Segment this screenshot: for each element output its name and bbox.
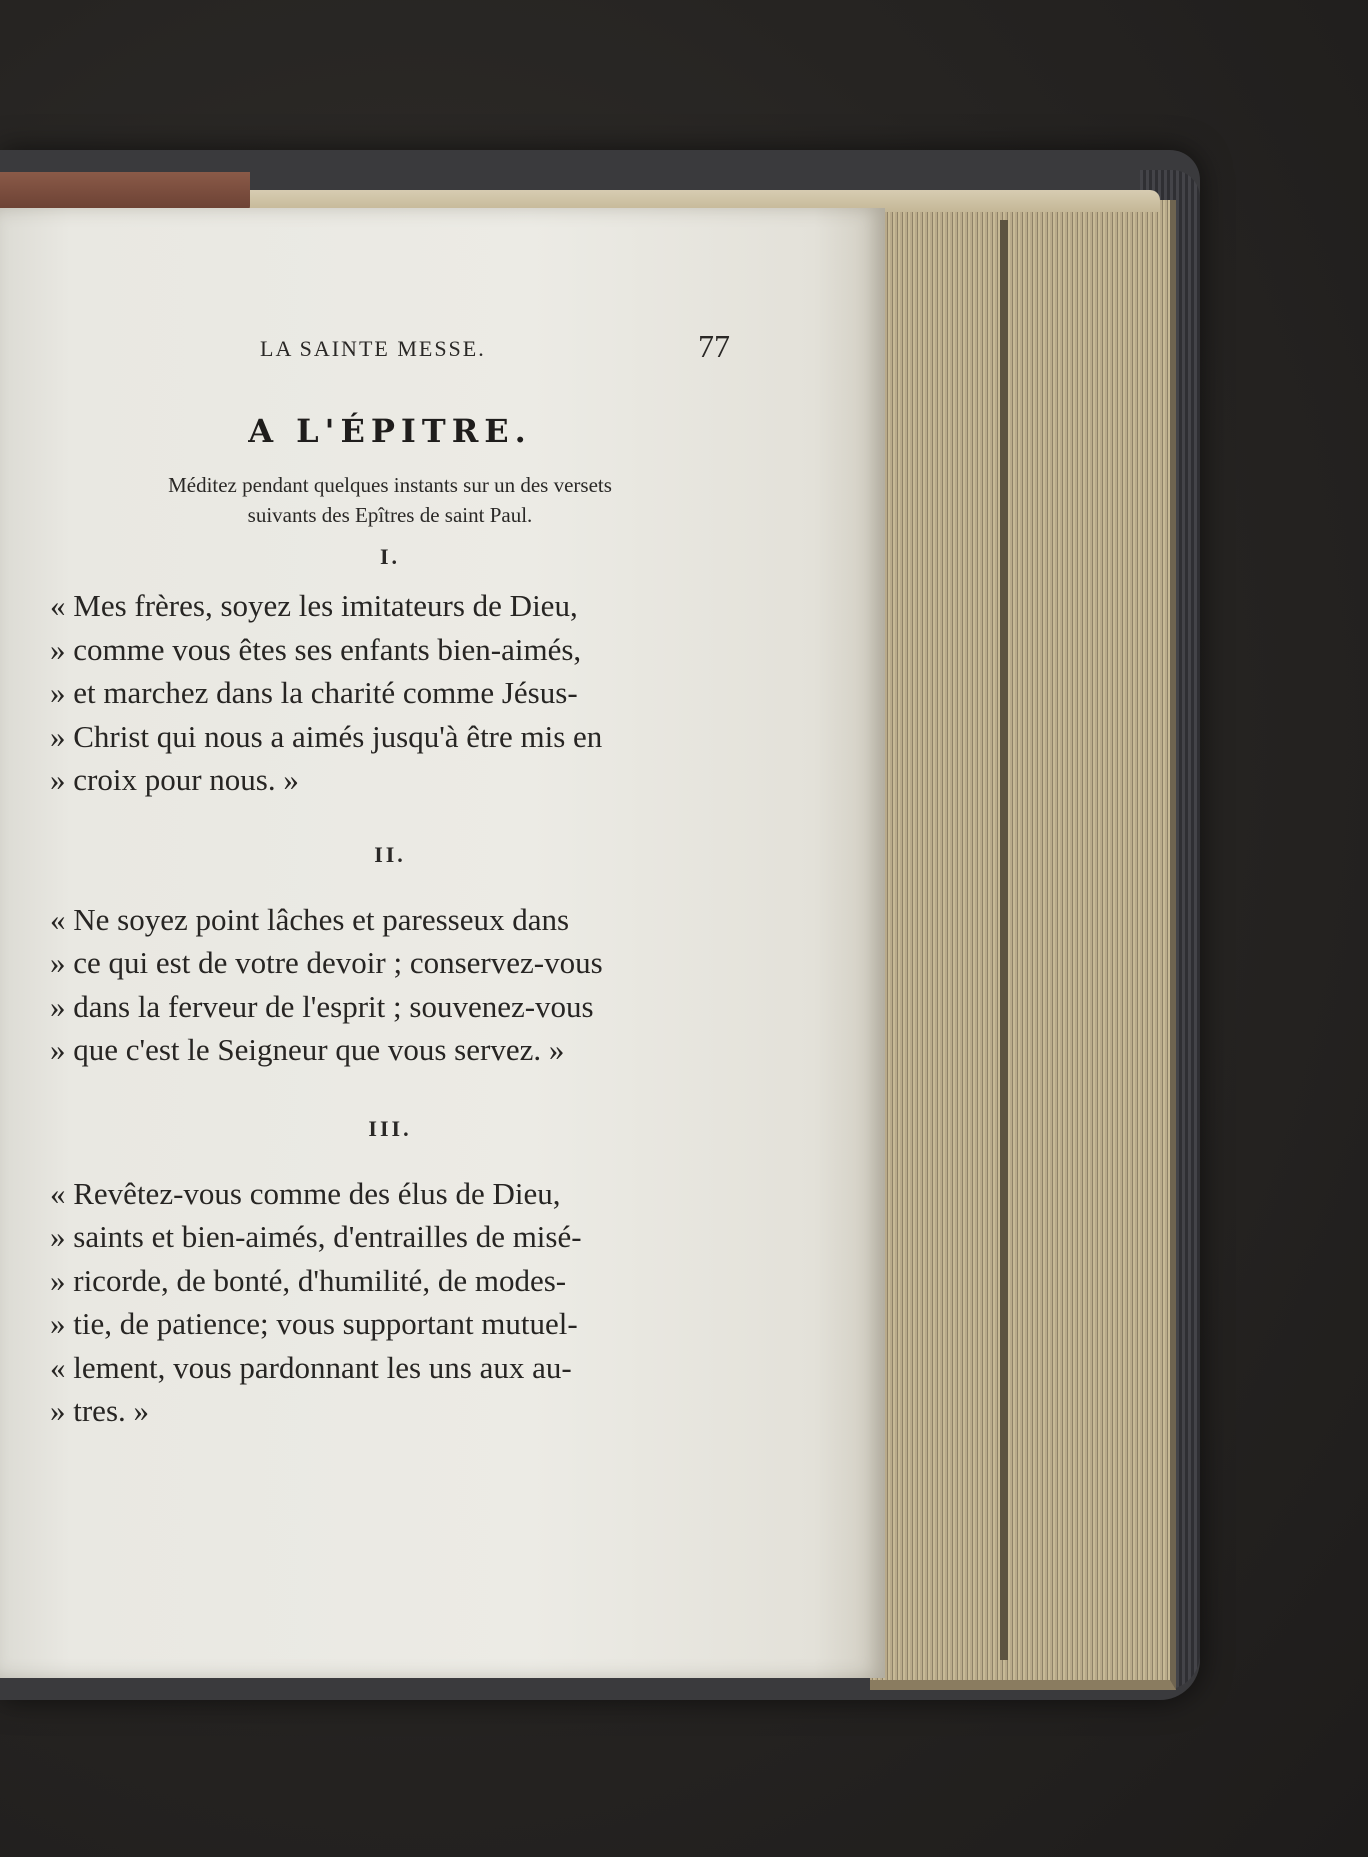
verse-line: » ce qui est de votre devoir ; conservez-vous <box>50 945 603 980</box>
section-heading: A L'ÉPITRE. <box>248 412 532 450</box>
verse-line: « Ne soyez point lâches et paresseux dans <box>50 901 570 937</box>
page-edge-gap <box>1000 220 1008 1660</box>
verse-number: II. <box>374 841 406 867</box>
page-text-block <box>50 328 730 1433</box>
headband <box>0 172 250 212</box>
verse-line: » et marchez dans la charité comme Jésus- <box>50 675 578 710</box>
book-page <box>0 208 885 1678</box>
verse-line: » ricorde, de bonté, d'humilité, de modes- <box>50 1262 567 1298</box>
verse-line: » comme vous êtes ses enfants bien-aimés, <box>50 631 582 667</box>
page-edges <box>870 200 1176 1690</box>
verse-number: I. <box>379 544 401 569</box>
verse-line: » Christ qui nous a aimés jusqu'à être mis en <box>50 718 603 754</box>
intro-line: Méditez pendant quelques instants sur un des versets <box>168 473 612 497</box>
verse-text <box>50 584 730 802</box>
intro-line: suivants des Epîtres de saint Paul. <box>247 503 533 527</box>
verse-text <box>50 1172 730 1433</box>
verse-line: » dans la ferveur de l'esprit ; souvenez-vous <box>50 988 594 1024</box>
intro-paragraph <box>50 470 730 530</box>
verse-line: » croix pour nous. » <box>50 762 299 797</box>
verse-line: » tres. » <box>50 1393 150 1428</box>
verse-line: « Revêtez-vous comme des élus de Dieu, <box>50 1175 561 1211</box>
verse-text <box>50 898 730 1072</box>
running-head <box>50 328 730 376</box>
running-title: LA SAINTE MESSE. <box>260 336 486 361</box>
verse-line: » tie, de patience; vous supportant mutuel- <box>50 1306 578 1341</box>
verse-line: » saints et bien-aimés, d'entrailles de misé- <box>50 1219 582 1254</box>
verse-number: III. <box>368 1115 412 1141</box>
verse-line: » que c'est le Seigneur que vous servez. » <box>50 1032 565 1067</box>
page-number: 77 <box>698 328 730 364</box>
verse-line: « lement, vous pardonnant les uns aux au- <box>50 1349 572 1385</box>
verse-line: « Mes frères, soyez les imitateurs de Dieu, <box>50 588 578 623</box>
